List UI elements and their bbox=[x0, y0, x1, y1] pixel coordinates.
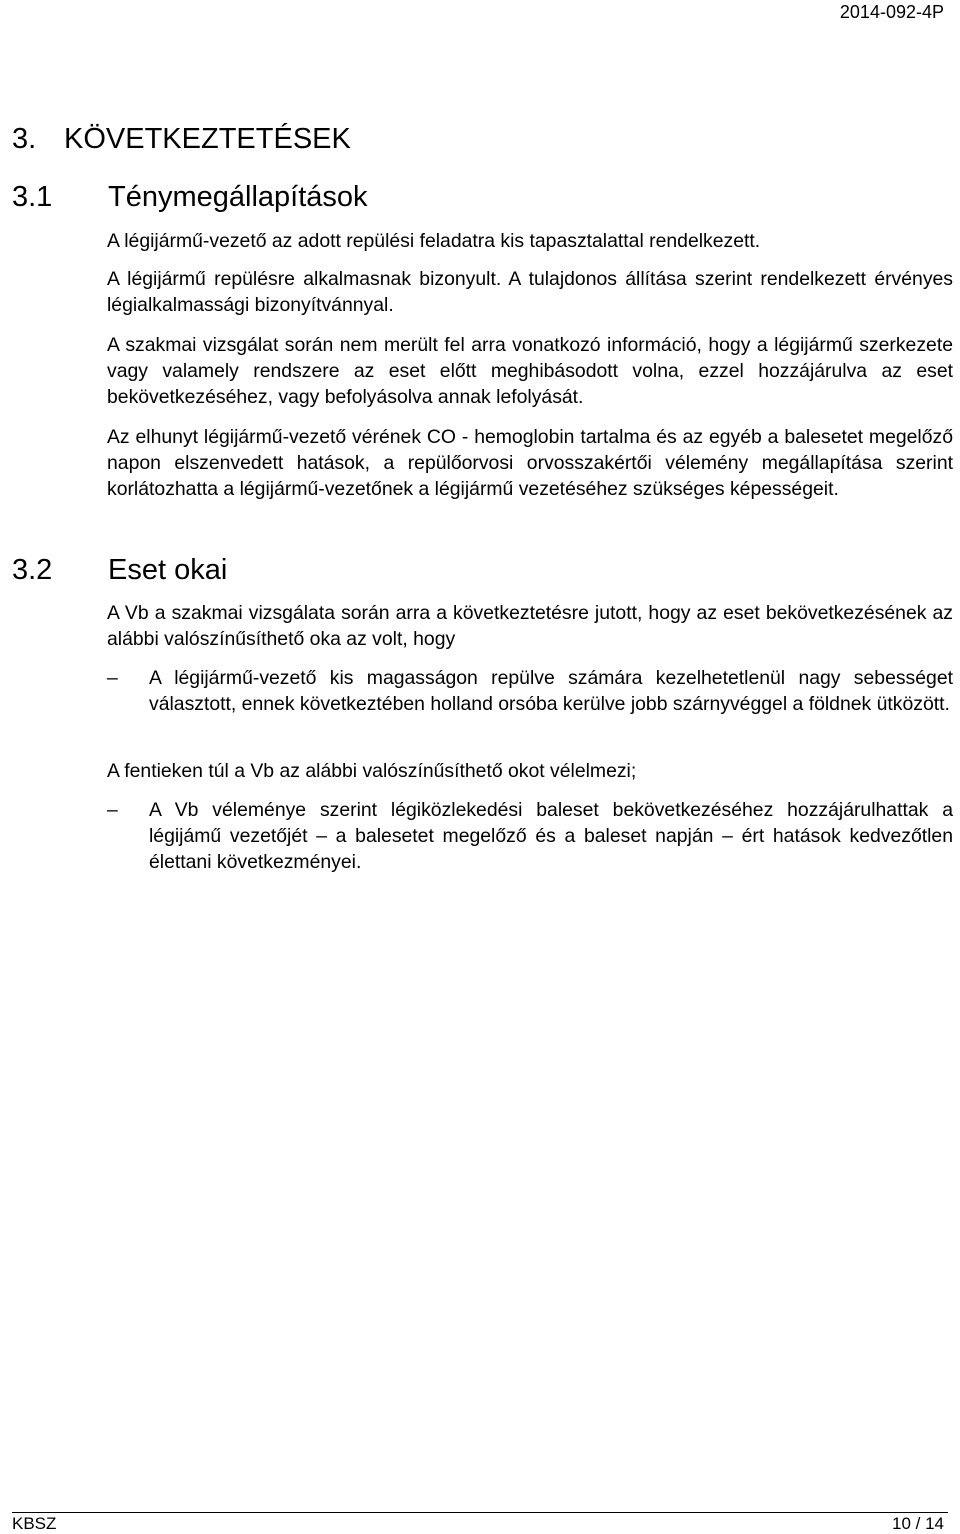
bullet-dash: – bbox=[107, 799, 118, 821]
footer-organization: KBSZ bbox=[12, 1514, 57, 1533]
section-number: 3. bbox=[12, 123, 37, 155]
paragraph-medical: Az elhunyt légijármű-vezető vérének CO - hemoglobin tartalma és az egyéb a balesetet megelőző napon elszenvedett hatások, a repülőorvosi orvosszakértői vélemény megállapítása szerint korlátozhatta a légijármű-vezetőnek a légijármű vezetéséhez szükséges képességeit. bbox=[107, 426, 953, 500]
section-heading-3-2 bbox=[12, 553, 227, 587]
paragraph-no-failure: A szakmai vizsgálat során nem merült fel arra vonatkozó információ, hogy a légijármű szerkezete vagy valamely rendszere az eset előtt meghibásodott volna, ezzel hozzájárulva az eset bekövetkezéséhez, vagy befolyásolva annak lefolyását. bbox=[107, 334, 953, 408]
bullet-dash: – bbox=[107, 667, 118, 689]
list-item-further-cause bbox=[107, 797, 953, 875]
section-heading-3-1 bbox=[12, 180, 368, 214]
bullet-text: A légijármű-vezető kis magasságon repülve számára kezelhetetlenül nagy sebességet választott, ennek következtében holland orsóba kerülve jobb szárnyvéggel a földnek ütközött. bbox=[149, 667, 953, 715]
footer-page-number: 10 / 14 bbox=[892, 1514, 944, 1533]
paragraph-causes-intro: A Vb a szakmai vizsgálata során arra a következtetésre jutott, hogy az eset bekövetkezésének az alábbi valószínűsíthető oka az volt, hogy bbox=[107, 602, 953, 650]
section-title: Ténymegállapítások bbox=[108, 181, 368, 213]
paragraph-further-cause: A fentieken túl a Vb az alábbi valószínűsíthető okot vélelmezi; bbox=[107, 760, 637, 782]
list-item-cause bbox=[107, 665, 953, 717]
paragraph-experience: A légijármű-vezető az adott repülési feladatra kis tapasztalattal rendelkezett. bbox=[107, 230, 761, 252]
section-title: KÖVETKEZTETÉSEK bbox=[64, 123, 351, 155]
section-number: 3.1 bbox=[12, 181, 53, 213]
section-title: Eset okai bbox=[108, 554, 228, 586]
section-heading-3 bbox=[12, 122, 351, 156]
footer-divider bbox=[12, 1512, 948, 1513]
paragraph-airworthiness: A légijármű repülésre alkalmasnak bizonyult. A tulajdonos állítása szerint rendelkezett érvényes légialkalmassági bizonyítvánnyal. bbox=[107, 268, 953, 316]
bullet-text: A Vb véleménye szerint légiközlekedési baleset bekövetkezéséhez hozzájárulhattak a légijámű vezetőjét – a balesetet megelőző és a baleset napján – ért hatások kedvezőtlen élettani következményei. bbox=[149, 799, 953, 873]
section-number: 3.2 bbox=[12, 554, 53, 586]
document-id: 2014-092-4P bbox=[839, 2, 944, 22]
